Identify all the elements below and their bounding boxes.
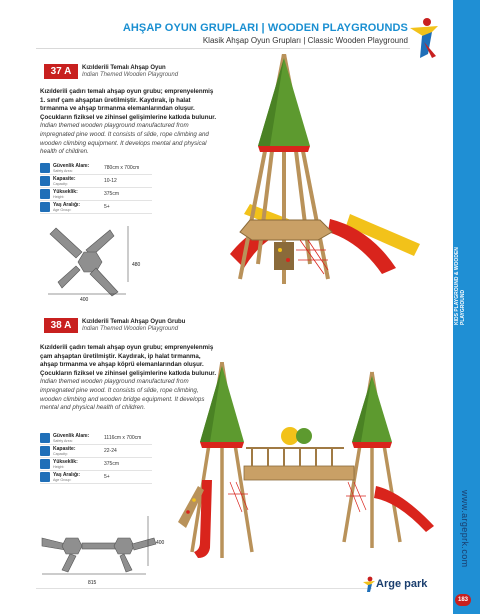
product-name: Kızılderili Temalı Ahşap Oyun Grubu xyxy=(82,319,186,325)
capacity-icon xyxy=(40,176,50,186)
height-icon xyxy=(40,459,50,469)
age-group-icon xyxy=(40,202,50,212)
product-name: Kızılderili Temalı Ahşap Oyun xyxy=(82,65,166,71)
product-description: Kızılderili çadırı temalı ahşap oyun grubu; emprenyelenmiş 1. sınıf çam ahşaptan üretilmiştir. Kaydırak, ip halat tırmanma ve ahşap tırmanma elemanlarından oluşur. Çocukların fiziksel ve zihinsel gelişimlerine katkıda bulunur. Indian themed wooden playground manufactured from impregnated pine wood. It consists of slide, rope climbing and wooden climbing equipment. It develops mental and physical health of children. xyxy=(40,88,217,156)
plan-width-dimension: 815 xyxy=(88,580,97,586)
page-subtitle: Klasik Ahşap Oyun Grupları | Classic Wooden Playground xyxy=(202,36,408,45)
product-name-en: Indian Themed Wooden Playground xyxy=(82,326,179,332)
spec-row: Kapasite: Capacity: 10-12 xyxy=(40,175,152,188)
header-divider xyxy=(36,48,410,49)
website-link[interactable]: www.argeprk.com xyxy=(460,490,470,568)
safety-area-icon xyxy=(40,433,50,443)
product-photo xyxy=(200,54,452,294)
spec-row: Yaş Aralığı: Age Group: 5+ xyxy=(40,471,152,484)
age-group-icon xyxy=(40,472,50,482)
plan-drawing xyxy=(36,508,160,580)
spec-row: Kapasite: Capacity: 22-24 xyxy=(40,445,152,458)
spec-row: Yükseklik: Height: 375cm xyxy=(40,188,152,201)
brand-logo-icon xyxy=(362,576,376,592)
height-icon xyxy=(40,189,50,199)
footer-divider xyxy=(36,588,372,589)
plan-height-dimension: 480 xyxy=(132,262,141,268)
page-title: AHŞAP OYUN GRUPLARI | WOODEN PLAYGROUNDS xyxy=(122,22,408,34)
product-name-en: Indian Themed Wooden Playground xyxy=(82,72,179,78)
product-code-badge: 38 A xyxy=(44,318,78,333)
spec-row: Güvenlik Alanı: Safety Area: 1116cm x 700cm xyxy=(40,432,152,445)
capacity-icon xyxy=(40,446,50,456)
product-description: Kızılderili çadırı temalı ahşap oyun grubu; emprenyelenmiş çam ahşaptan üretilmiştir. Kaydırak, ip halat tırmanma, ahşap tırmanma ve ahşap köprü elemanlarından oluşur. Çocukların fiziksel ve zihinsel gelişimlerine katkıda bulunur. Indian themed wooden playground manufactured from impregnated pine wood. It consists of slide, rope climbing, wooden climbing and wooden bridge equipment. It develops mental and physical health of children. xyxy=(40,344,217,412)
plan-width-dimension: 400 xyxy=(80,297,89,303)
spec-table xyxy=(40,162,152,214)
brand-name: Arge park xyxy=(376,578,428,590)
spec-table xyxy=(40,432,152,484)
page-number: 183 xyxy=(455,594,471,606)
product-photo xyxy=(172,362,448,572)
plan-drawing xyxy=(40,222,148,300)
safety-area-icon xyxy=(40,163,50,173)
spec-row: Yaş Aralığı: Age Group: 5+ xyxy=(40,201,152,214)
spec-row: Güvenlik Alanı: Safety Area: 780cm x 700cm xyxy=(40,162,152,175)
spec-row: Yükseklik: Height: 375cm xyxy=(40,458,152,471)
product-code-badge: 37 A xyxy=(44,64,78,79)
plan-height-dimension: 400 xyxy=(156,540,165,546)
side-category-label: KIDS PLAYGROUND & WOODEN PLAYGROUND xyxy=(454,247,466,325)
